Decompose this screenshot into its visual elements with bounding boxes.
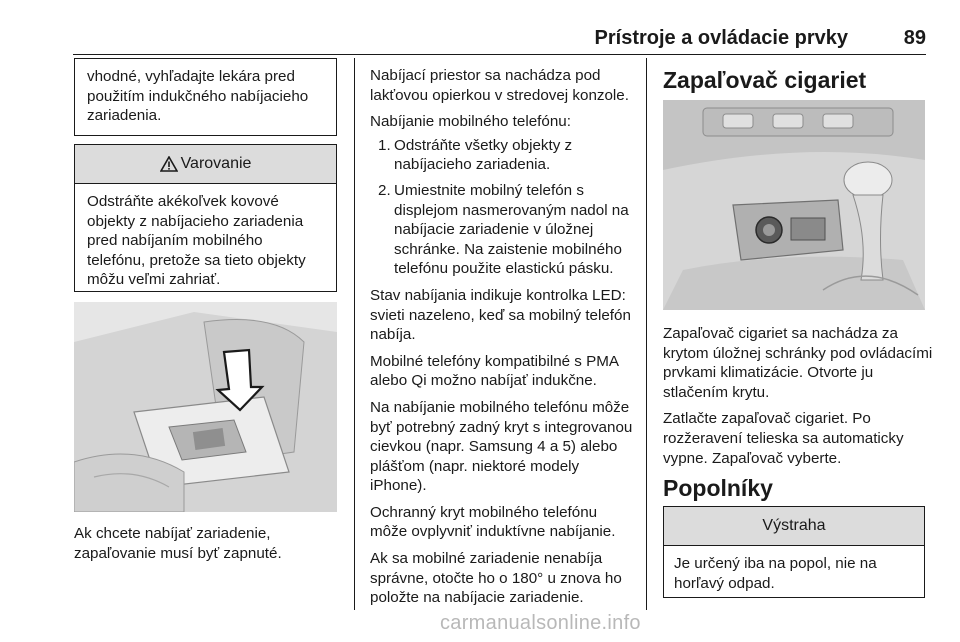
step-number: 2. [378, 181, 391, 199]
continued-note-text: vhodné, vyhľadajte lekára pred použitím indukčného nabíjacieho zariadenia. [87, 68, 309, 125]
page-number: 89 [903, 27, 926, 49]
heading-cigarette-lighter: Zapaľovač cigariet [663, 67, 867, 93]
paragraph-lighter-usage: Zatlačte zapaľovač cigariet. Po rozžeravení telieska sa automaticky vypne. Zapaľovač vyberte. [663, 410, 904, 467]
caution-text: Je určený iba na popol, nie na horľavý odpad. [674, 555, 877, 592]
step-number: 1. [378, 136, 391, 154]
caution-header [664, 507, 924, 546]
charging-compartment-illustration [74, 302, 337, 512]
charging-steps-list [370, 136, 636, 279]
cigarette-lighter-photo [663, 100, 925, 310]
paragraph-protective-case: Ochranný kryt mobilného telefónu môže ovplyvniť induktívne nabíjanie. [370, 503, 616, 541]
watermark: carmanualsonline.info [440, 612, 641, 634]
step-text: Odstráňte všetky objekty z nabíjacieho zariadenia. [394, 136, 573, 174]
left-caption: Ak chcete nabíjať zariadenie, zapaľovanie musí byť zapnuté. [74, 525, 282, 562]
cigarette-lighter-illustration [663, 100, 925, 310]
paragraph-lighter-location: Zapaľovač cigariet sa nachádza za krytom úložnej schránky pod ovládacími prvkami klimatizácie. Otvorte ju stlačením krytu. [663, 325, 933, 401]
list-item [370, 136, 636, 175]
page-header-title: Prístroje a ovládacie prvky [594, 27, 848, 49]
wireless-charging-photo [74, 302, 337, 512]
paragraph-not-charging: Ak sa mobilné zariadenie nenabíja správne, otočte ho o 180° u znova ho položte na nabíjacie zariadenie. [370, 550, 622, 607]
middle-column-text [370, 66, 636, 615]
list-item [370, 181, 636, 279]
warning-header [75, 145, 336, 184]
warning-box [74, 144, 337, 292]
paragraph-charging-intro: Nabíjanie mobilného telefónu: [370, 113, 571, 131]
step-text: Umiestnite mobilný telefón s displejom nasmerovaným nadol na nabíjacie zariadenie v úložnej schránke. Na zaistenie mobilného telefónu použite elastickú pásku. [394, 181, 629, 278]
column-divider-2 [646, 58, 647, 610]
caution-label: Výstraha [762, 517, 826, 534]
caution-box [663, 506, 925, 598]
heading-ashtrays: Popolníky [663, 475, 773, 501]
paragraph-back-cover: Na nabíjanie mobilného telefónu môže byť potrebný zadný kryt s integrovanou cievkou (napr. Samsung 4 a 5) alebo plášťom (napr. niektoré modely iPhone). [370, 398, 633, 495]
warning-triangle-icon [160, 156, 178, 172]
warning-text: Odstráňte akékoľvek kovové objekty z nabíjacieho zariadenia pred nabíjaním mobilného telefónu, pretože sa tieto objekty môžu veľmi zahriať. [87, 193, 306, 289]
warning-label: Varovanie [180, 155, 252, 172]
continued-note-box [74, 58, 337, 136]
paragraph-compatibility: Mobilné telefóny kompatibilné s PMA alebo Qi možno nabíjať indukčne. [370, 352, 619, 390]
paragraph-led-status: Stav nabíjania indikuje kontrolka LED: svieti nazeleno, keď sa mobilný telefón nabíja. [370, 286, 631, 344]
right-column-text [663, 324, 933, 475]
column-divider-1 [354, 58, 355, 610]
paragraph-charging-location: Nabíjací priestor sa nachádza pod lakťovou opierkou v stredovej konzole. [370, 67, 629, 104]
header-rule [73, 54, 926, 55]
